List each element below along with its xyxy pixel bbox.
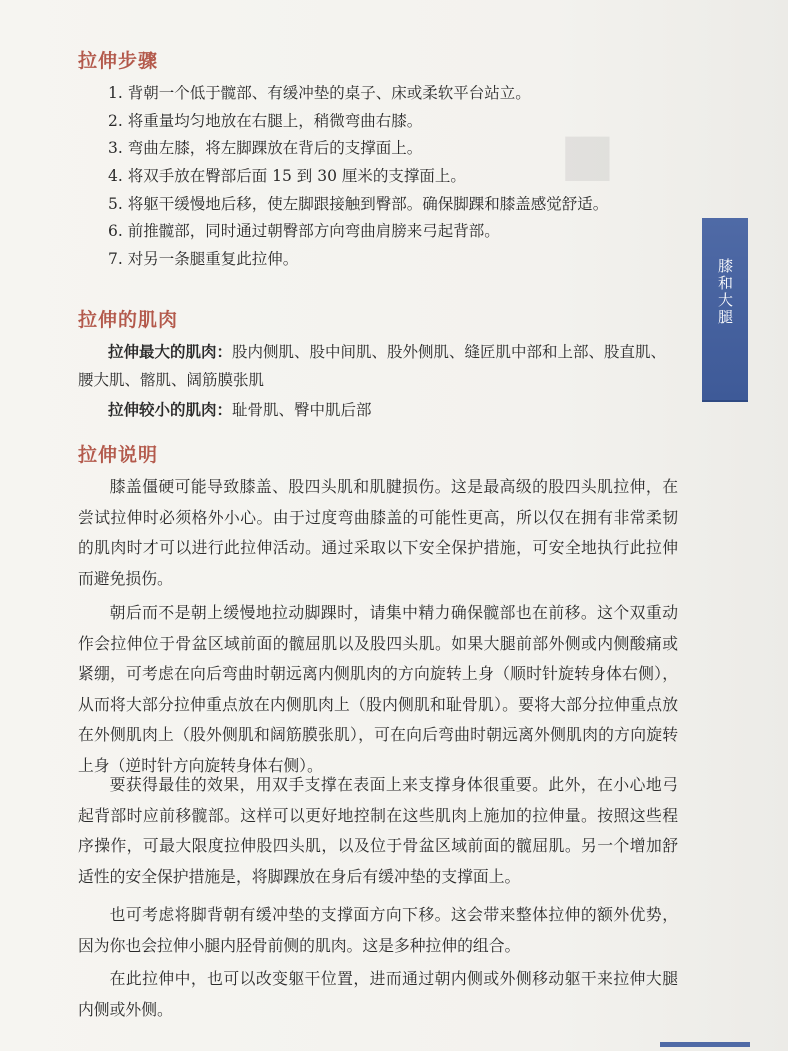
section-heading-notes: 拉伸说明 xyxy=(78,444,159,466)
chapter-tab-label: 膝和大腿 xyxy=(716,258,734,326)
bleed-through-shape: ■ xyxy=(560,120,615,188)
notes-paragraph-4: 也可考虑将脚背朝有缓冲垫的支撑面方向下移。这会带来整体拉伸的额外优势，因为你也会拉伸小腿内胫骨前侧的肌肉。这是多种拉伸的组合。 xyxy=(78,905,678,955)
notes-paragraph-1: 膝盖僵硬可能导致膝盖、股四头肌和肌腱损伤。这是最高级的股四头肌拉伸，在尝试拉伸时必须格外小心。由于过度弯曲膝盖的可能性更高，所以仅在拥有非常柔韧的肌肉时才可以进行此拉伸活动。通过采取以下安全保护措施，可安全地执行此拉伸而避免损伤。 xyxy=(78,477,678,588)
notes-paragraph-3: 要获得最佳的效果，用双手支撑在表面上来支撑身体很重要。此外，在小心地弓起背部时应前移髋部。这样可以更好地控制在这些肌肉上施加的拉伸量。按照这些程序操作，可最大限度拉伸股四头肌，以及位于骨盆区域前面的髋屈肌。另一个增加舒适性的安全保护措施是，将脚踝放在身后有缓冲垫的支撑面上。 xyxy=(78,775,678,886)
list-item: 5. 将躯干缓慢地后移，使左脚跟接触到臀部。确保脚踝和膝盖感觉舒适。 xyxy=(108,194,609,213)
most-stretched-label: 拉伸最大的肌肉： xyxy=(108,343,233,361)
notes-paragraph-2: 朝后而不是朝上缓慢地拉动脚踝时，请集中精力确保髋部也在前移。这个双重动作会拉伸位于骨盆区域前面的髋屈肌以及股四头肌。如果大腿前部外侧或内侧酸痛或紧绷，可考虑在向后弯曲时朝远离内侧肌肉的方向旋转上身（顺时针旋转身体右侧），从而将大部分拉伸重点放在内侧肌肉上（股内侧肌和耻骨肌）。要将大部分拉伸重点放在外侧肌肉上（股外侧肌和阔筋膜张肌），可在向后弯曲时朝远离外侧肌肉的方向旋转上身（逆时针方向旋转身体右侧）。 xyxy=(78,603,678,775)
notes-paragraph-5: 在此拉伸中，也可以改变躯干位置，进而通过朝内侧或外侧移动躯干来拉伸大腿内侧或外侧。 xyxy=(78,969,678,1019)
less-stretched-muscles xyxy=(78,396,678,424)
most-stretched-text: 股内侧肌、股中间肌、股外侧肌、缝匠肌中部和上部、股直肌、腰大肌、髂肌、阔筋膜张肌 xyxy=(78,343,667,389)
list-item: 7. 对另一条腿重复此拉伸。 xyxy=(108,250,299,269)
list-item: 6. 前推髋部，同时通过朝臀部方向弯曲肩膀来弓起背部。 xyxy=(108,222,500,241)
list-item: 3. 弯曲左膝，将左脚踝放在背后的支撑面上。 xyxy=(108,139,423,158)
list-item: 1. 背朝一个低于髋部、有缓冲垫的桌子、床或柔软平台站立。 xyxy=(108,84,531,102)
section-heading-steps: 拉伸步骤 xyxy=(78,50,159,72)
less-stretched-label: 拉伸较小的肌肉： xyxy=(108,401,233,419)
page-edge-bar xyxy=(660,1042,750,1047)
list-item: 2. 将重量均匀地放在右腿上，稍微弯曲右膝。 xyxy=(108,111,423,130)
stretch-steps-list xyxy=(108,80,608,274)
list-item: 4. 将双手放在臀部后面 15 到 30 厘米的支撑面上。 xyxy=(108,167,466,186)
less-stretched-text: 耻骨肌、臀中肌后部 xyxy=(232,401,372,419)
chapter-side-tab xyxy=(702,218,748,400)
most-stretched-muscles xyxy=(78,338,678,394)
section-heading-muscles: 拉伸的肌肉 xyxy=(78,309,179,331)
